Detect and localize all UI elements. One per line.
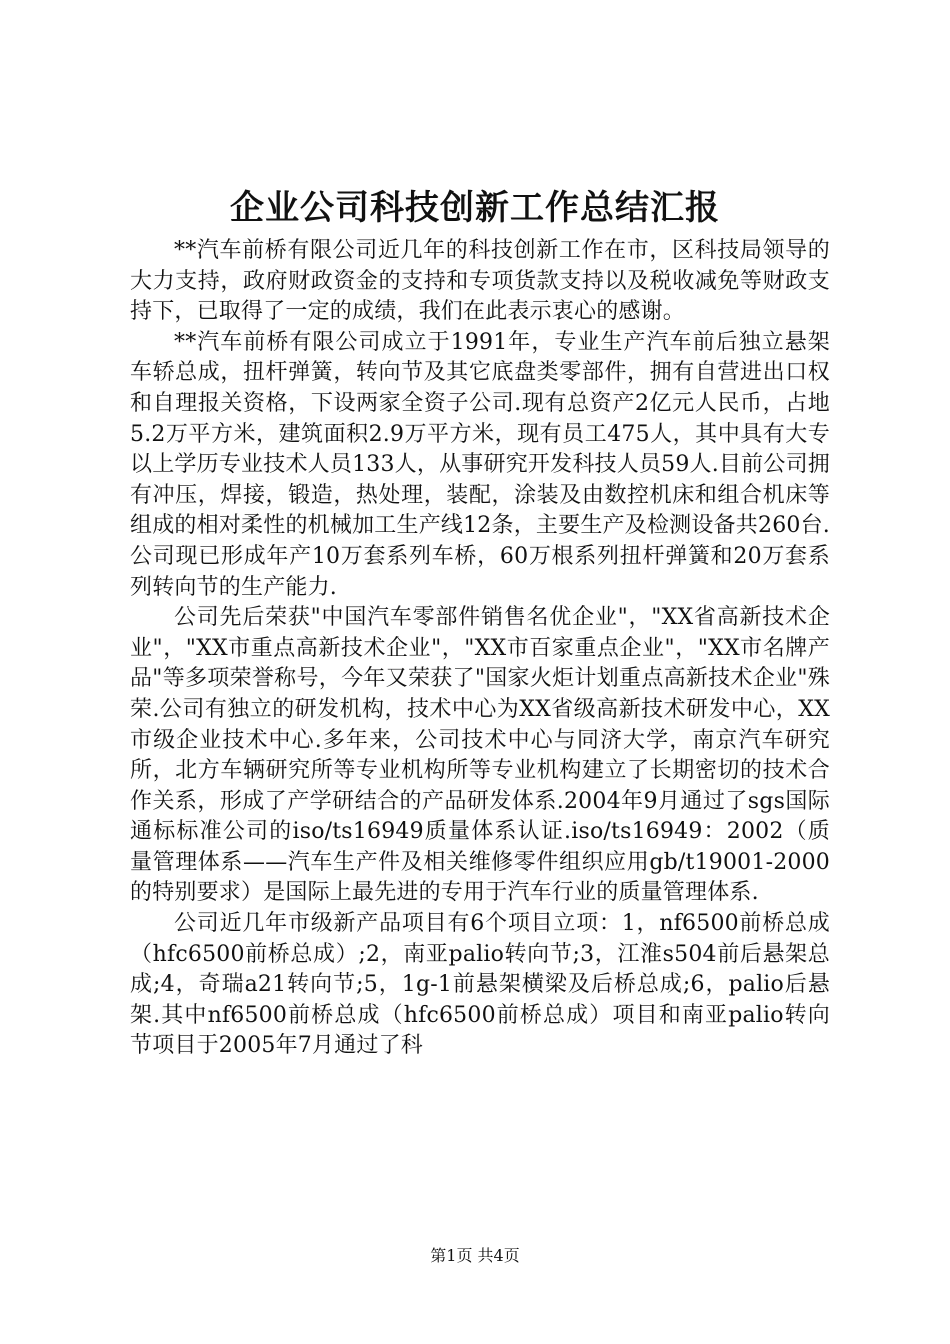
page-number-footer: 第1页 共4页 (430, 1246, 520, 1265)
paragraph-company-profile: **汽车前桥有限公司成立于1991年，专业生产汽车前后独立悬架车轿总成，扭杆弹簧，转向节及其它底盘类零部件，拥有自营进出口权和自理报关资格，下设两家全资子公司.现有总资产2亿元人民币，占地5.2万平方米，建筑面积2.9万平方米，现有员工475人，其中具有大专以上学历专业技术人员133人，从事研究开发科技人员59人.目前公司拥有冲压，焊接，锻造，热处理，装配，涂装及由数控机床和组合机床等组成的相对柔性的机械加工生产线12条，主要生产及检测设备共260台.公司现已形成年产10万套系列车桥，60万根系列扭杆弹簧和20万套系列转向节的生产能力. (130, 329, 830, 600)
document-title: 企业公司科技创新工作总结汇报 (230, 188, 720, 228)
document-body (130, 236, 830, 1062)
paragraph-honors-rd: 公司先后荣获"中国汽车零部件销售名优企业"，"XX省高新技术企业"，"XX市重点高新技术企业"，"XX市百家重点企业"，"XX市名牌产品"等多项荣誉称号，今年又荣获了"国家火炬计划重点高新技术企业"殊荣.公司有独立的研发机构，技术中心为XX省级高新技术研发中心，XX市级企业技术中心.多年来，公司技术中心与同济大学，南京汽车研究所，北方车辆研究所等专业机构所等专业机构建立了长期密切的技术合作关系，形成了产学研结合的产品研发体系.2004年9月通过了sgs国际通标标准公司的iso/ts16949质量体系认证.iso/ts16949：2002（质量管理体系——汽车生产件及相关维修零件组织应用gb/t19001-2000的特别要求）是国际上最先进的专用于汽车行业的质量管理体系. (130, 605, 830, 906)
paragraph-acknowledgement: **汽车前桥有限公司近几年的科技创新工作在市，区科技局领导的大力支持，政府财政资金的支持和专项货款支持以及税收减免等财政支持下，已取得了一定的成绩，我们在此表示衷心的感谢。 (130, 238, 830, 325)
paragraph-new-products: 公司近几年市级新产品项目有6个项目立项：1，nf6500前桥总成（hfc6500前桥总成）;2，南亚palio转向节;3，江淮s504前后悬架总成;4，奇瑞a21转向节;5，1g-1前悬架横梁及后桥总成;6，palio后悬架.其中nf6500前桥总成（hfc6500前桥总成）项目和南亚palio转向节项目于2005年7月通过了科 (130, 911, 830, 1059)
